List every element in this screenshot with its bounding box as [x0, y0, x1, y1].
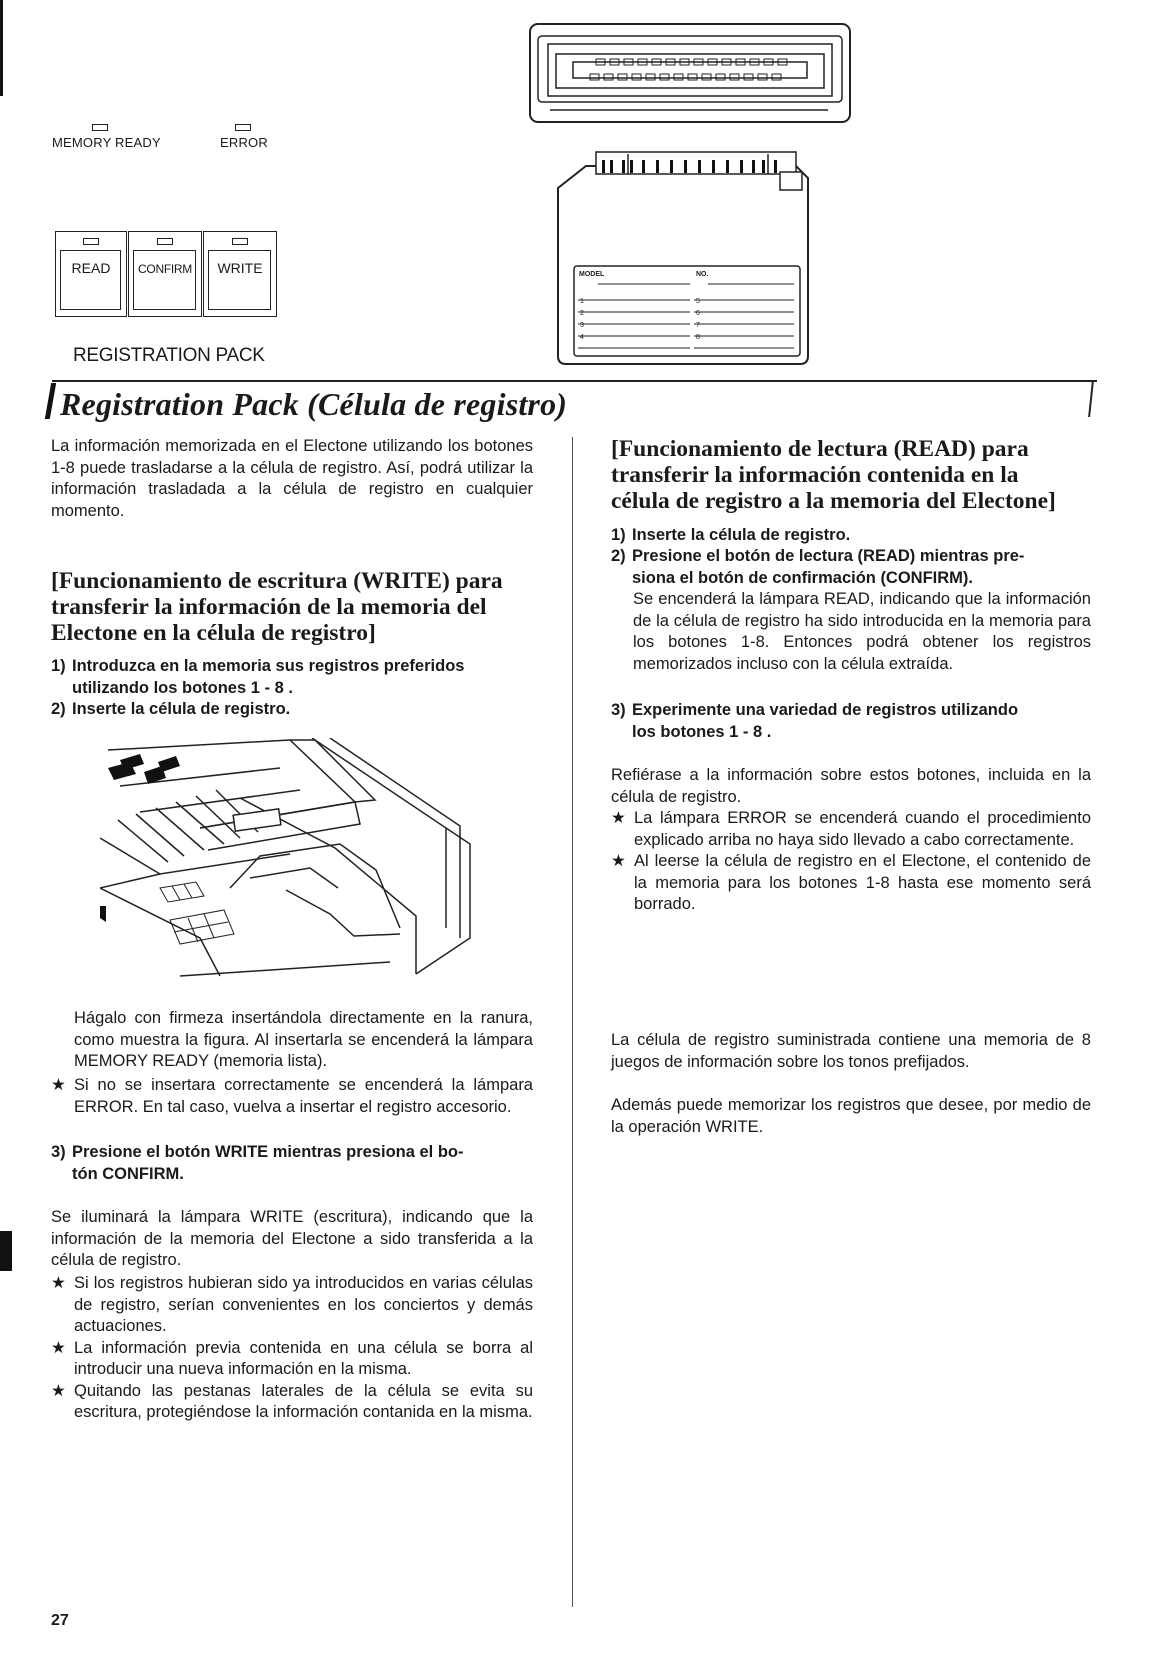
cartridge-row-3: 3 [580, 322, 584, 329]
note-error-procedure: ★ La lámpara ERROR se encenderá cuando el procedimiento explicado arriba no haya sido llevado a cabo correctamente. [611, 809, 1091, 849]
star-icon: ★ [51, 1338, 66, 1357]
memorize-paragraph: Además puede memorizar los registros que desee, por medio de la operación WRITE. [611, 1096, 1091, 1136]
panel-button-group [55, 231, 280, 317]
memory-ready-lamp [92, 124, 108, 131]
cartridge-row-7: 7 [696, 322, 700, 329]
read-section-heading: [Funcionamiento de lectura (READ) para transferir la información contenida en la célula de registro a la memoria del Electone] [611, 436, 1056, 514]
confirm-lamp [157, 238, 173, 245]
error-lamp [235, 124, 251, 131]
cartridge-row-6: 6 [696, 310, 700, 317]
read-button[interactable] [55, 231, 127, 317]
intro-paragraph: La información memorizada en el Electone utilizando los botones 1-8 puede trasladarse a la célula de registro. Así, podrá utilizar la información trasladada a la célula de registro en cualquier momento. [51, 437, 533, 520]
write-step-3: 3) Presione el botón WRITE mientras presiona el bo- tón CONFIRM. [51, 1143, 464, 1183]
title-bracket-left [45, 383, 56, 419]
cartridge-no-label: NO. [696, 271, 709, 278]
read-lamp [83, 238, 99, 245]
read-notes-list [611, 808, 1091, 916]
title-bracket-right [1088, 381, 1093, 417]
confirm-button[interactable] [128, 231, 202, 317]
write-section-heading: [Funcionamiento de escritura (WRITE) para transferir la información de la memoria del Electone en la célula de registro] [51, 568, 503, 646]
memory-ready-label: MEMORY READY [52, 135, 161, 150]
cartridge-row-4: 4 [580, 334, 584, 341]
read-button-label: READ [71, 260, 111, 276]
read-step-2: 2) Presione el botón de lectura (READ) mientras pre- siona el botón de confirmación (CONFIRM). [611, 547, 1025, 587]
supplied-cell-paragraph: La célula de registro suministrada contiene una memoria de 8 juegos de información sobre los tonos prefijados. [611, 1031, 1091, 1071]
read-step-3: 3) Experimente una variedad de registros utilizando los botones 1 - 8 . [611, 701, 1019, 741]
insertion-illustration [100, 738, 480, 978]
write-step-2: 2) Inserte la célula de registro. [51, 700, 291, 718]
cartridge-row-2: 2 [580, 310, 584, 317]
cartridge-model-label: MODEL [579, 271, 605, 278]
write-result-paragraph: Se iluminará la lámpara WRITE (escritura), indicando que la información de la memoria del Electone a sido transferida a la célula de registro. [51, 1208, 533, 1269]
star-icon: ★ [51, 1274, 66, 1292]
read-step-1: 1) Inserte la célula de registro. [611, 526, 851, 544]
read-step-2-description: Se encenderá la lámpara READ, indicando que la información de la célula de registro ha sido introducida en la memoria para los botones 1-8. Entonces podrá obtener los registros memorizados incluso con la célula extraída. [633, 590, 1091, 673]
confirm-button-label: CONFIRM [138, 262, 192, 276]
write-lamp [232, 238, 248, 245]
star-icon: ★ [51, 1076, 66, 1094]
cartridge-row-5: 5 [696, 298, 700, 305]
page-number: 27 [51, 1612, 69, 1629]
margin-mark-side [0, 1231, 12, 1271]
cartridge-row-8: 8 [696, 334, 700, 341]
registration-pack-cartridge [556, 150, 818, 368]
write-notes-list [51, 1273, 533, 1424]
cartridge-row-1: 1 [580, 298, 584, 305]
note-memory-erased: ★ Al leerse la célula de registro en el Electone, el contenido de la memoria para los botones 1-8 hasta ese momento será borrado. [611, 852, 1091, 913]
star-icon: ★ [611, 852, 626, 870]
star-icon: ★ [611, 809, 626, 827]
error-label: ERROR [220, 135, 268, 150]
note-overwrite: ★ La información previa contenida en una célula se borra al introducir una nueva información en la misma. [51, 1338, 533, 1378]
cartridge-rows-left [580, 296, 584, 344]
cartridge-rows-right [696, 296, 700, 344]
star-icon: ★ [51, 1381, 66, 1400]
note-multiple-cells: ★ Si los registros hubieran sido ya introducidos en varias células de registro, serían convenientes en los conciertos y demás actuaciones. [51, 1274, 533, 1335]
registration-pack-caption: REGISTRATION PACK [73, 345, 265, 366]
column-divider [572, 437, 573, 1607]
write-step-1: 1) Introduzca en la memoria sus registros preferidos utilizando los botones 1 - 8 . [51, 657, 465, 697]
cartridge-slot-illustration [528, 22, 853, 124]
page-title: Registration Pack (Célula de registro) [60, 386, 568, 422]
refer-paragraph: Refiérase a la información sobre estos botones, incluida en la célula de registro. [611, 766, 1091, 806]
margin-mark-top [0, 0, 3, 96]
title-rule [52, 380, 1097, 382]
note-error-lamp: ★ Si no se insertara correctamente se encenderá la lámpara ERROR. En tal caso, vuelva a insertar el registro accesorio. [51, 1076, 533, 1116]
insert-paragraph: Hágalo con firmeza insertándola directamente en la ranura, como muestra la figura. Al insertarla se encenderá la lámpara MEMORY READY (memoria lista). [74, 1009, 533, 1070]
write-button-label: WRITE [217, 260, 263, 276]
note-write-protect: ★ Quitando las pestanas laterales de la célula se evita su escritura, protegiéndose la información contanida en la misma. [51, 1381, 533, 1421]
write-button[interactable] [203, 231, 277, 317]
